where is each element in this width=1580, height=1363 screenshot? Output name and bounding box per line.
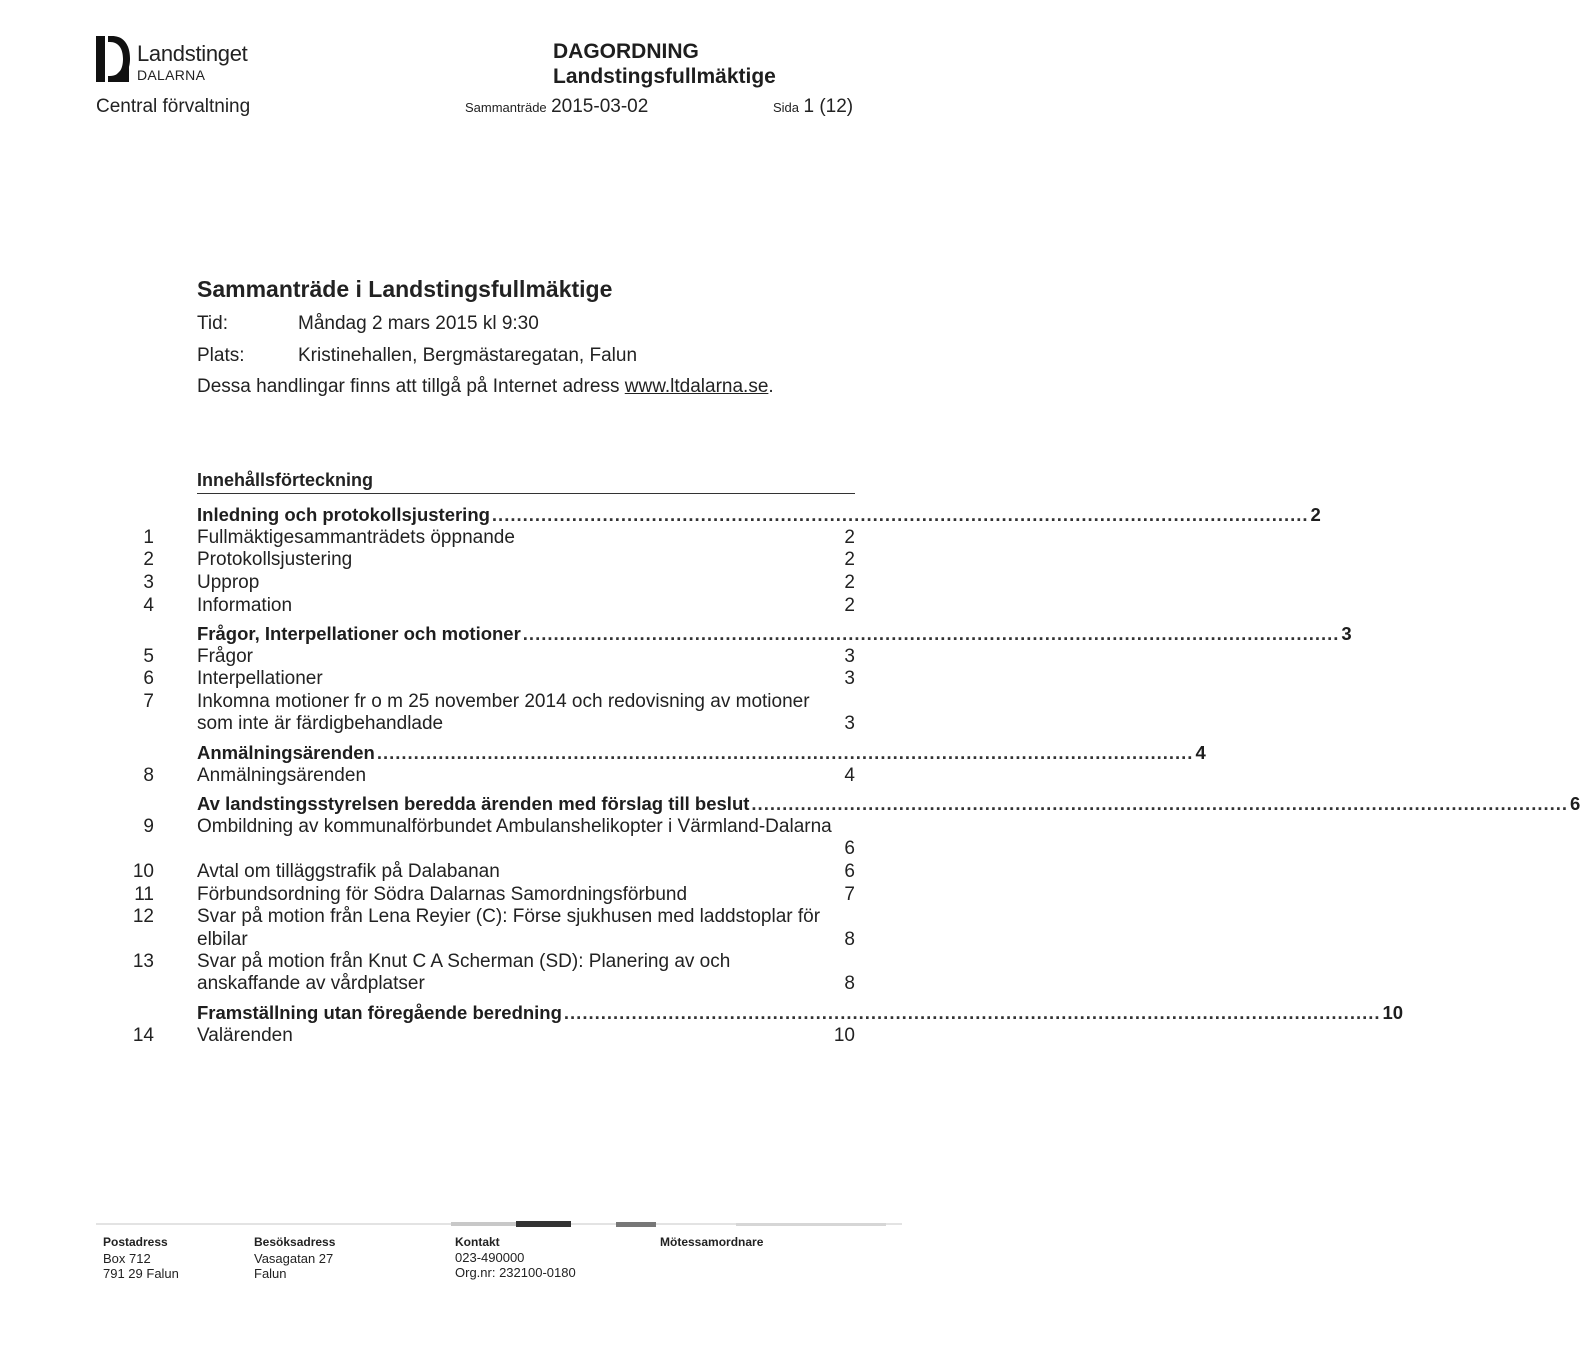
item-number: 2	[143, 549, 154, 570]
toc-section-title: Frågor, Interpellationer och motioner	[197, 623, 521, 644]
item-number: 5	[143, 646, 154, 667]
toc-section[interactable]	[197, 793, 1580, 817]
toc-leader: .....................................................................................................................................	[751, 793, 1569, 814]
toc-item[interactable]: Förbundsordning för Södra Dalarnas Samordningsförbund	[197, 884, 688, 905]
contact-label: Kontakt	[455, 1235, 500, 1249]
item-number: 3	[143, 572, 154, 593]
visit-line2: Falun	[254, 1266, 287, 1281]
toc-item[interactable]: Information	[197, 595, 293, 616]
item-number: 7	[143, 691, 154, 712]
toc-section-title: Anmälningsärenden	[197, 742, 375, 763]
toc-section-title: Inledning och protokollsjustering	[197, 504, 490, 525]
toc-item-page: 6	[844, 838, 855, 859]
item-number: 9	[143, 816, 154, 837]
toc-item-page: 3	[844, 646, 855, 667]
page-value: 1 (12)	[803, 96, 854, 117]
item-number: 8	[143, 765, 154, 786]
toc-item[interactable]: Ombildning av kommunalförbundet Ambulanshelikopter i Värmland-Dalarna	[197, 816, 832, 837]
item-number: 14	[132, 1025, 154, 1046]
toc-section[interactable]	[197, 1002, 1404, 1026]
toc-item[interactable]: Fullmäktigesammanträdets öppnande	[197, 527, 515, 548]
meeting-title: Sammanträde i Landstingsfullmäktige	[197, 276, 613, 302]
toc-item-continued[interactable]: som inte är färdigbehandlade	[197, 713, 444, 734]
department: Central förvaltning	[96, 96, 251, 117]
postal-line2: 791 29 Falun	[103, 1266, 179, 1281]
contact-org: Org.nr: 232100-0180	[455, 1265, 576, 1280]
toc-section-page: 4	[1195, 742, 1206, 763]
item-number: 12	[132, 906, 154, 927]
toc-leader: .....................................................................................................................................	[376, 742, 1194, 763]
toc-section-title: Av landstingsstyrelsen beredda ärenden med förslag till beslut	[197, 793, 750, 814]
item-number: 1	[143, 527, 154, 548]
meeting-date: 2015-03-02	[551, 96, 649, 117]
toc-item-page: 2	[844, 549, 855, 570]
place-label: Plats:	[197, 345, 245, 366]
postal-line1: Box 712	[103, 1251, 151, 1266]
toc-leader: .....................................................................................................................................	[491, 504, 1309, 525]
toc-section[interactable]	[197, 623, 1352, 647]
toc-item-page: 2	[844, 595, 855, 616]
org-region: DALARNA	[137, 67, 206, 83]
availability-line	[197, 376, 774, 398]
toc-item-page: 8	[844, 973, 855, 994]
place-value: Kristinehallen, Bergmästaregatan, Falun	[298, 345, 638, 366]
visit-label: Besöksadress	[254, 1235, 336, 1249]
availability-text: Dessa handlingar finns att tillgå på Internet adress	[197, 376, 620, 397]
toc-item[interactable]: Valärenden	[197, 1025, 293, 1046]
toc-section-page: 6	[1570, 793, 1580, 814]
footer-rule	[96, 1221, 902, 1227]
time-label: Tid:	[197, 313, 228, 334]
toc-item[interactable]: Frågor	[197, 646, 253, 667]
toc-item-page: 8	[844, 929, 855, 950]
toc-item-page: 10	[833, 1025, 855, 1046]
postal-label: Postadress	[103, 1235, 168, 1249]
toc-item-page: 2	[844, 527, 855, 548]
page-number	[773, 96, 853, 118]
toc-item[interactable]: Svar på motion från Knut C A Scherman (SD): Planering av och	[197, 951, 731, 972]
item-number: 13	[132, 951, 154, 972]
url-suffix: .	[768, 376, 774, 397]
toc-section[interactable]	[197, 504, 1321, 528]
toc-item-page: 7	[844, 884, 855, 905]
time-value: Måndag 2 mars 2015 kl 9:30	[298, 313, 539, 334]
toc-section-page: 2	[1310, 504, 1321, 525]
meeting-label: Sammanträde	[465, 100, 547, 115]
landstinget-logo-icon	[96, 36, 130, 82]
item-number: 4	[143, 595, 154, 616]
item-number: 11	[134, 884, 154, 905]
toc-section[interactable]	[197, 742, 1206, 766]
secretary-label: Mötessamordnare	[660, 1235, 764, 1249]
org-name: Landstinget	[137, 41, 248, 66]
toc-item-continued[interactable]: elbilar	[197, 929, 248, 950]
toc-leader: .....................................................................................................................................	[563, 1002, 1381, 1023]
toc-section-page: 10	[1382, 1002, 1404, 1023]
toc-item-page: 4	[844, 765, 855, 786]
doc-body: Landstingsfullmäktige	[553, 65, 776, 88]
contact-phone: 023-490000	[455, 1250, 525, 1265]
toc-item[interactable]: Svar på motion från Lena Reyier (C): Förse sjukhusen med laddstoplar för	[197, 906, 821, 927]
toc-item-page: 3	[844, 713, 855, 734]
toc-leader: .....................................................................................................................................	[522, 623, 1340, 644]
toc-item-page: 6	[844, 861, 855, 882]
toc-item[interactable]: Upprop	[197, 572, 260, 593]
toc-section-page: 3	[1341, 623, 1352, 644]
toc-item[interactable]: Inkomna motioner fr o m 25 november 2014 och redovisning av motioner	[197, 691, 810, 712]
item-number: 10	[132, 861, 154, 882]
item-number: 6	[143, 668, 154, 689]
toc-item[interactable]: Avtal om tilläggstrafik på Dalabanan	[197, 861, 500, 882]
toc-item-page: 3	[844, 668, 855, 689]
website-link[interactable]: www.ltdalarna.se	[624, 376, 769, 397]
toc-item[interactable]: Protokollsjustering	[197, 549, 353, 570]
toc-item[interactable]: Interpellationer	[197, 668, 323, 689]
toc-item-continued[interactable]: anskaffande av vårdplatser	[197, 973, 425, 994]
meeting-date-line	[465, 96, 648, 118]
visit-line1: Vasagatan 27	[254, 1251, 334, 1266]
toc-divider	[197, 493, 855, 494]
toc-item[interactable]: Anmälningsärenden	[197, 765, 367, 786]
page-label: Sida	[773, 100, 800, 115]
toc-item-page: 2	[844, 572, 855, 593]
doc-type: DAGORDNING	[553, 40, 699, 63]
toc-heading: Innehållsförteckning	[197, 470, 374, 490]
toc-section-title: Framställning utan föregående beredning	[197, 1002, 562, 1023]
